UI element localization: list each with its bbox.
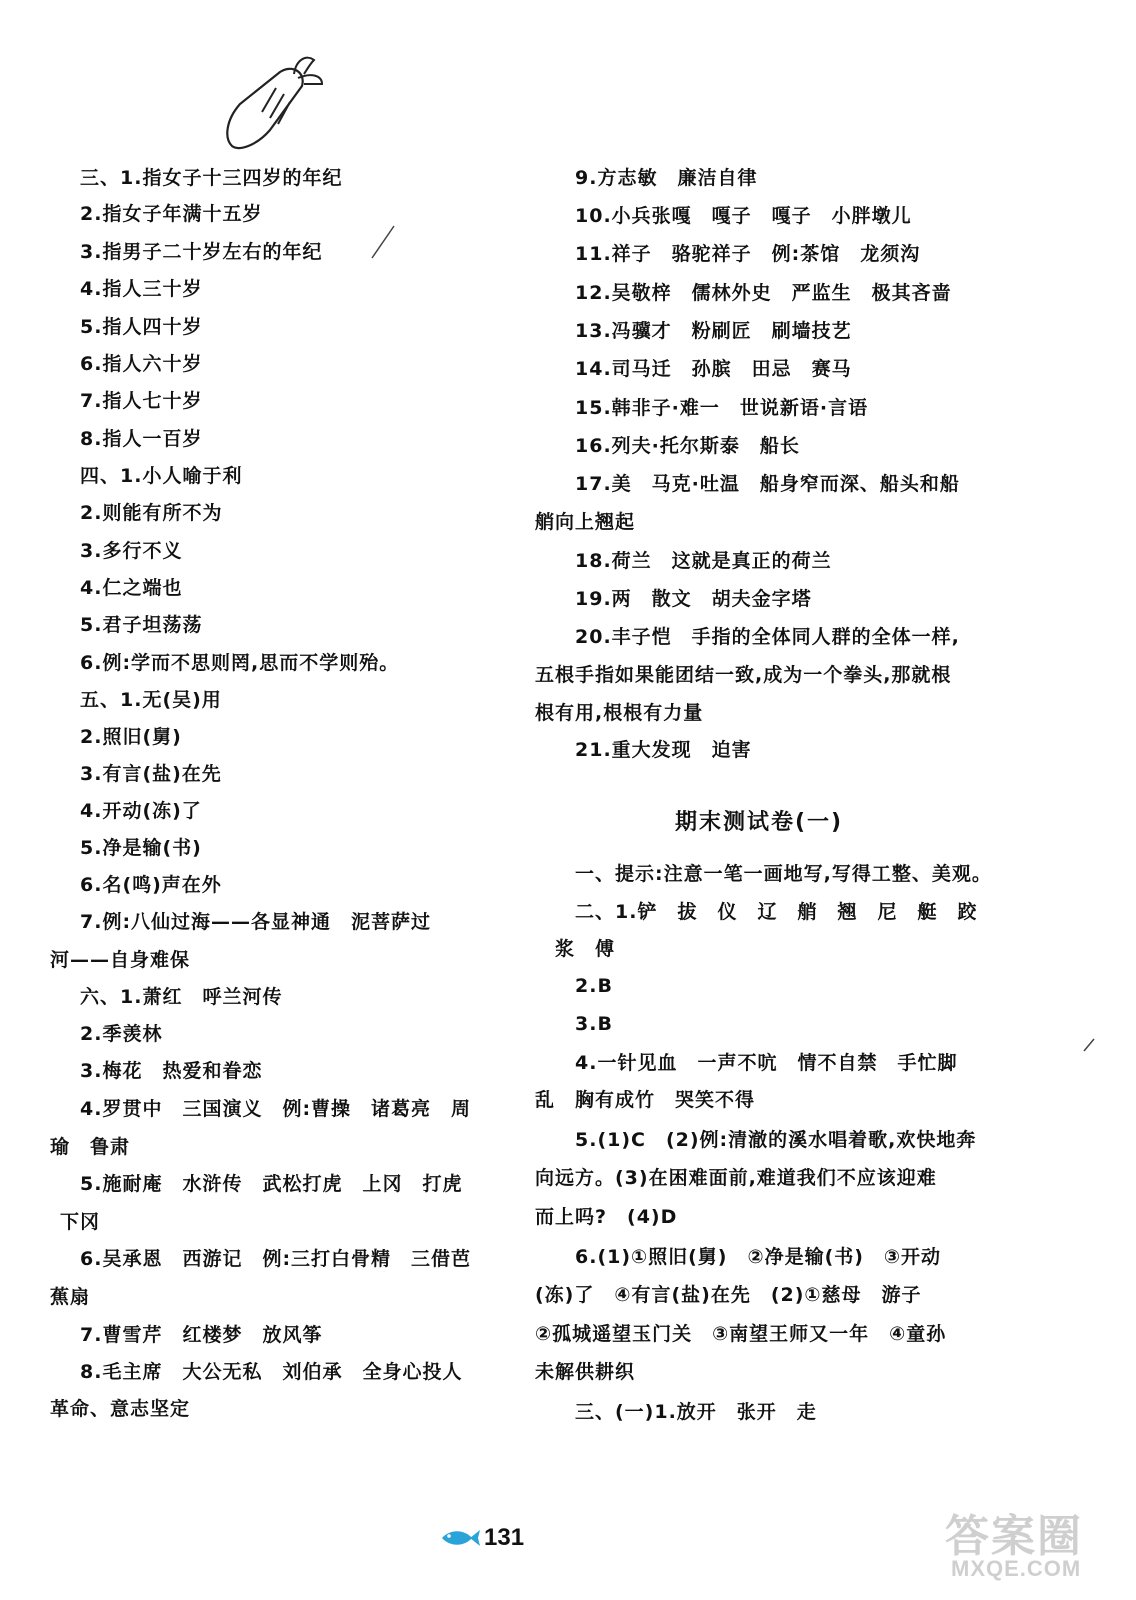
answer-line: 2.指女子年满十五岁: [80, 203, 263, 225]
answer-line: 6.指人六十岁: [80, 353, 203, 375]
answer-line: 瑜 鲁肃: [50, 1136, 131, 1158]
answer-line: (冻)了 ④有言(盐)在先 (2)①慈母 游子: [535, 1284, 922, 1306]
answer-line: 5.君子坦荡荡: [80, 614, 203, 636]
carrot-doodle-icon: [218, 46, 328, 156]
answer-line: 4.仁之端也: [80, 577, 183, 599]
answer-line: 五根手指如果能团结一致,成为一个拳头,那就根: [535, 664, 952, 686]
answer-line: 向远方。(3)在困难面前,难道我们不应该迎难: [535, 1167, 937, 1189]
answer-line: 15.韩非子·难一 世说新语·言语: [575, 397, 869, 419]
answer-line: 21.重大发现 迫害: [575, 739, 752, 761]
watermark-logo-text: 答案圈: [945, 1511, 1083, 1562]
answer-line: 三、1.指女子十三四岁的年纪: [80, 167, 343, 189]
answer-line: 6.吴承恩 西游记 例:三打白骨精 三借芭: [80, 1248, 472, 1270]
answer-line: 六、1.萧红 呼兰河传: [80, 986, 283, 1008]
answer-line: 河——自身难保: [50, 949, 191, 971]
answer-line: 2.B: [575, 975, 613, 997]
answer-line: 20.丰子恺 手指的全体同人群的全体一样,: [575, 626, 960, 648]
answer-line: 未解供耕织: [535, 1361, 636, 1383]
answer-line: 根有用,根根有力量: [535, 702, 704, 724]
answer-line: 5.施耐庵 水浒传 武松打虎 上冈 打虎: [80, 1173, 463, 1195]
answer-line: 4.一针见血 一声不吭 情不自禁 手忙脚: [575, 1052, 958, 1074]
answer-line: 而上吗? (4)D: [535, 1206, 678, 1228]
answer-line: 13.冯骥才 粉刷匠 刷墙技艺: [575, 320, 852, 342]
answer-line: 7.曹雪芹 红楼梦 放风筝: [80, 1324, 323, 1346]
watermark-url: MXQE.COM: [951, 1556, 1082, 1581]
answer-line: 3.梅花 热爱和眷恋: [80, 1060, 263, 1082]
answer-line: 18.荷兰 这就是真正的荷兰: [575, 550, 832, 572]
pen-stroke-mark: [368, 222, 398, 262]
answer-line: 8.指人一百岁: [80, 428, 203, 450]
answer-line: 3.指男子二十岁左右的年纪: [80, 241, 323, 263]
answer-line: 五、1.无(吴)用: [80, 689, 222, 711]
answer-line: 5.净是输(书): [80, 837, 202, 859]
answer-line: 4.开动(冻)了: [80, 800, 202, 822]
answer-line: 6.例:学而不思则罔,思而不学则殆。: [80, 652, 400, 674]
pen-stroke-mark: [1080, 1035, 1100, 1055]
answer-line: 乱 胸有成竹 哭笑不得: [535, 1089, 756, 1111]
answer-line: 3.B: [575, 1013, 613, 1035]
answer-line: 17.美 马克·吐温 船身窄而深、船头和船: [575, 473, 960, 495]
answer-line: 7.例:八仙过海——各显神通 泥菩萨过: [80, 911, 432, 933]
fish-ornament-icon: [440, 1527, 480, 1549]
page-number: 131: [484, 1524, 525, 1551]
answer-line: 2.季羡林: [80, 1023, 163, 1045]
answer-line: 6.名(鸣)声在外: [80, 874, 222, 896]
answer-line: 9.方志敏 廉洁自律: [575, 167, 758, 189]
answer-line: 下冈: [60, 1211, 101, 1233]
answer-line: 一、提示:注意一笔一画地写,写得工整、美观。: [575, 863, 992, 885]
answer-line: 2.照旧(舅): [80, 726, 182, 748]
answer-line: 10.小兵张嘎 嘎子 嘎子 小胖墩儿: [575, 205, 912, 227]
answer-line: 16.列夫·托尔斯泰 船长: [575, 435, 800, 457]
answer-line: 19.两 散文 胡夫金字塔: [575, 588, 812, 610]
answer-line: 4.罗贯中 三国演义 例:曹操 诸葛亮 周: [80, 1098, 472, 1120]
site-watermark: [945, 1500, 1125, 1596]
answer-line: 革命、意志坚定: [50, 1398, 191, 1420]
answer-line: 11.祥子 骆驼祥子 例:茶馆 龙须沟: [575, 243, 921, 265]
answer-line: 三、(一)1.放开 张开 走: [575, 1401, 817, 1423]
answer-line: 6.(1)①照旧(舅) ②净是输(书) ③开动: [575, 1246, 942, 1268]
answer-line: 3.有言(盐)在先: [80, 763, 222, 785]
answer-line: 8.毛主席 大公无私 刘伯承 全身心投人: [80, 1361, 463, 1383]
answer-line: 艄向上翘起: [535, 511, 636, 533]
answer-line: 12.吴敬梓 儒林外史 严监生 极其吝啬: [575, 282, 952, 304]
answer-line: 四、1.小人喻于利: [80, 465, 243, 487]
answer-line: 5.(1)C (2)例:清澈的溪水唱着歌,欢快地奔: [575, 1129, 977, 1151]
answer-line: 二、1.铲 拔 仪 辽 艄 翘 尼 艇 跤: [575, 901, 978, 923]
answer-line: 14.司马迁 孙膑 田忌 赛马: [575, 358, 852, 380]
answer-line: 蕉扇: [50, 1286, 91, 1308]
answer-line: 4.指人三十岁: [80, 278, 203, 300]
answer-line: 7.指人七十岁: [80, 390, 203, 412]
answer-line: ②孤城遥望玉门关 ③南望王师又一年 ④童孙: [535, 1323, 947, 1345]
answer-line: 浆 傅: [555, 938, 616, 960]
answer-line: 5.指人四十岁: [80, 316, 203, 338]
answer-line: 3.多行不义: [80, 540, 183, 562]
exam-section-title: 期末测试卷(一): [675, 810, 844, 835]
answer-line: 2.则能有所不为: [80, 502, 223, 524]
